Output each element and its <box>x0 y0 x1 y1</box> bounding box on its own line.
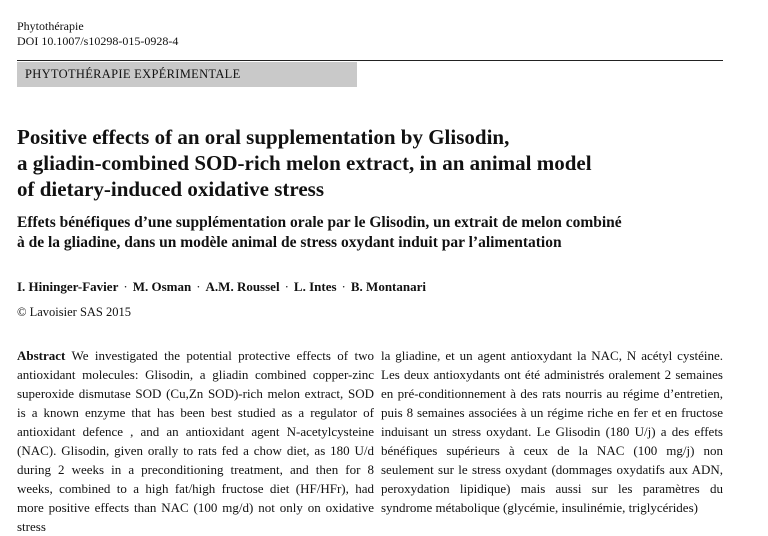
section-band <box>17 62 357 87</box>
author-separator: · <box>123 279 128 294</box>
abstract-text: We investigated the potential protective effects of two antioxidant molecules: Glisodin, a gliadin combined copper-zinc superoxide dismutase SOD (Cu,Zn SOD)-rich melon extract, SOD is a known enzyme that has been best studied as a regulator of antioxidant defence , and an antioxidant agent N-acetylcysteine (NAC). Glisodin, given orally to rats fed a chow diet, as 180 U/d during 2 weeks in a preconditioning treatment, and then for 8 weeks, combined to a high fat/high fructose diet (HF/HFr), had more positive effects than NAC (100 mg/d) not only on oxidative stress <box>17 348 374 534</box>
author: B. Montanari <box>350 279 426 294</box>
section-label: PHYTOTHÉRAPIE EXPÉRIMENTALE <box>25 67 241 81</box>
author-separator: · <box>284 279 289 294</box>
author-list <box>17 279 426 295</box>
article-title <box>17 124 737 202</box>
title-line: Positive effects of an oral supplementation by Glisodin, <box>17 125 510 149</box>
author: I. Hininger-Favier <box>17 279 119 294</box>
journal-header <box>17 19 178 49</box>
copyright: © Lavoisier SAS 2015 <box>17 305 132 319</box>
author-separator: · <box>341 279 346 294</box>
doi[interactable]: DOI 10.1007/s10298-015-0928-4 <box>17 34 179 48</box>
resume-paragraph: la gliadine, et un agent antioxydant la NAC, N acétyl cystéine. Les deux antioxydants ont été administrés oralement 2 semaines en pré-conditionnement à des rats nourris au régime d’entretien, puis 8 semaines associées à un régime riche en fer et en fructose induisant un stress oxydant. Le Glisodin (180 U/j) a des effets bénéfiques supérieurs à ceux de la NAC (100 mg/j) non seulement sur le stress oxydant (dommages oxydatifs aux ADN, peroxydation lipidique) mais aussi sur les paramètres du syndrome métabolique (glycémie, insulinémie, triglycérides) <box>381 348 723 515</box>
abstract-heading: Abstract <box>17 348 66 363</box>
abstract-paragraph <box>17 346 374 536</box>
author: M. Osman <box>132 279 192 294</box>
abstract-column <box>17 346 374 536</box>
header-rule <box>17 60 723 61</box>
author: L. Intes <box>293 279 337 294</box>
journal-name: Phytothérapie <box>17 19 84 33</box>
subtitle-line: à de la gliadine, dans un modèle animal de stress oxydant induit par l’alimentation <box>17 234 562 251</box>
article-subtitle <box>17 213 737 253</box>
subtitle-line: Effets bénéfiques d’une supplémentation orale par le Glisodin, un extrait de melon combiné <box>17 214 622 231</box>
title-line: a gliadin-combined SOD-rich melon extract, in an animal model <box>17 151 592 175</box>
author-separator: · <box>196 279 201 294</box>
author: A.M. Roussel <box>205 279 280 294</box>
title-line: of dietary-induced oxidative stress <box>17 177 325 201</box>
resume-column <box>381 346 723 517</box>
